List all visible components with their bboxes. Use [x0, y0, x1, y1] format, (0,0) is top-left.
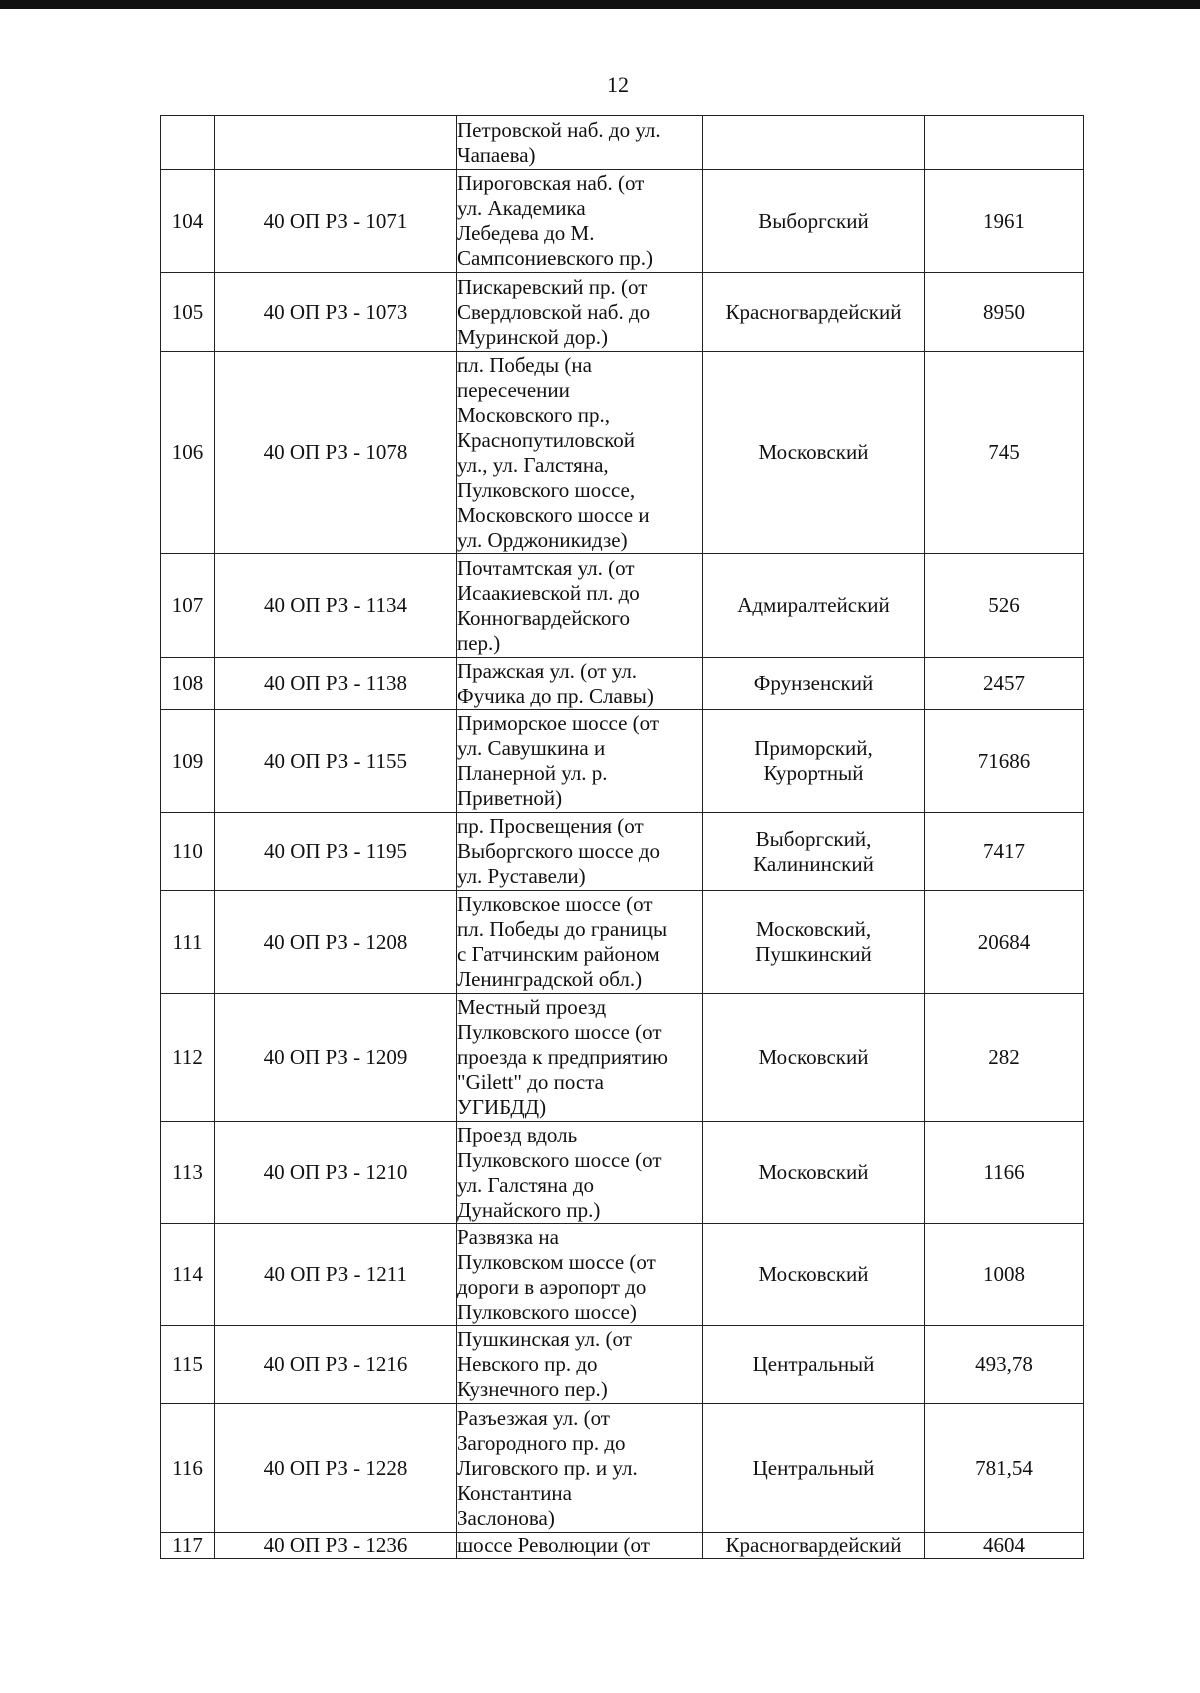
road-name-cell	[457, 352, 703, 554]
length-cell: 7417	[925, 813, 1084, 891]
road-code-cell: 40 ОП РЗ - 1071	[215, 170, 457, 273]
table-row	[161, 813, 1084, 891]
length-cell: 493,78	[925, 1326, 1084, 1404]
district-cell	[703, 710, 925, 813]
road-name-line: Конногвардейского	[457, 605, 631, 630]
road-name-line: Муринской дор.)	[457, 324, 608, 349]
table-row	[161, 273, 1084, 352]
length-cell: 4604	[925, 1533, 1084, 1559]
road-name-line: Заслонова)	[457, 1505, 555, 1530]
district-cell	[703, 273, 925, 352]
district-cell	[703, 352, 925, 554]
row-number-cell: 116	[161, 1404, 215, 1533]
length-cell: 20684	[925, 891, 1084, 994]
table-row	[161, 352, 1084, 554]
road-name-line: Константина	[457, 1480, 572, 1505]
row-number-cell: 106	[161, 352, 215, 554]
row-number-cell: 114	[161, 1224, 215, 1326]
road-name-cell	[457, 273, 703, 352]
road-code-cell: 40 ОП РЗ - 1211	[215, 1224, 457, 1326]
road-name-line: Пулковском шоссе (от	[457, 1249, 656, 1274]
road-name-line: УГИБДД)	[457, 1095, 547, 1119]
road-code-cell: 40 ОП РЗ - 1138	[215, 658, 457, 710]
road-name-line: Загородного пр. до	[457, 1430, 626, 1455]
road-name-line: Приветной)	[457, 786, 563, 810]
road-name-cell	[457, 710, 703, 813]
road-name-line: ул. Руставели)	[457, 864, 586, 888]
road-name-line: ул. Академика	[457, 196, 586, 220]
road-name-line: Чапаева)	[457, 142, 536, 167]
table-row	[161, 1404, 1084, 1533]
road-code-cell: 40 ОП РЗ - 1208	[215, 891, 457, 994]
road-name-line: Проезд вдоль	[457, 1122, 578, 1147]
road-name-line: Фучика до пр. Славы)	[457, 683, 654, 708]
road-name-line: "Gilett" до поста	[457, 1070, 604, 1094]
road-name-line: Дунайского пр.)	[457, 1197, 601, 1222]
road-code-cell	[215, 116, 457, 170]
district-cell	[703, 116, 925, 170]
table-row	[161, 658, 1084, 710]
district-cell	[703, 813, 925, 891]
road-name-line: Петровской наб. до ул.	[457, 117, 661, 142]
road-name-line: дороги в аэропорт до	[457, 1274, 647, 1299]
district-cell	[703, 891, 925, 994]
road-code-cell: 40 ОП РЗ - 1073	[215, 273, 457, 352]
road-name-line: Пискаревский пр. (от	[457, 274, 648, 299]
length-cell: 1961	[925, 170, 1084, 273]
table-row	[161, 554, 1084, 658]
road-name-line: Почтамтская ул. (от	[457, 555, 635, 580]
table-row	[161, 891, 1084, 994]
road-name-line: Лиговского пр. и ул.	[457, 1455, 638, 1480]
road-name-line: пл. Победы до границы	[457, 917, 668, 941]
district-cell	[703, 1326, 925, 1404]
district-line: Московский	[758, 440, 869, 464]
row-number-cell: 111	[161, 891, 215, 994]
district-cell	[703, 1533, 925, 1559]
road-code-cell: 40 ОП РЗ - 1216	[215, 1326, 457, 1404]
road-name-line: Пулковского шоссе,	[457, 477, 636, 502]
row-number-cell: 110	[161, 813, 215, 891]
district-cell	[703, 554, 925, 658]
road-name-line: Ленинградской обл.)	[457, 967, 643, 991]
road-code-cell: 40 ОП РЗ - 1210	[215, 1122, 457, 1224]
road-name-line: Кузнечного пер.)	[457, 1377, 608, 1401]
road-code-cell: 40 ОП РЗ - 1155	[215, 710, 457, 813]
road-name-cell	[457, 813, 703, 891]
district-line: Московский	[758, 1045, 869, 1069]
district-cell	[703, 1224, 925, 1326]
district-line: Центральный	[752, 1352, 875, 1376]
row-number-cell: 112	[161, 994, 215, 1122]
table-row	[161, 170, 1084, 273]
road-name-line: Исаакиевской пл. до	[457, 580, 640, 605]
district-cell	[703, 170, 925, 273]
road-name-line: Лебедева до М.	[457, 221, 595, 245]
row-number-cell: 104	[161, 170, 215, 273]
road-code-cell: 40 ОП РЗ - 1078	[215, 352, 457, 554]
length-cell: 745	[925, 352, 1084, 554]
district-line: Красногвардейский	[725, 1533, 902, 1557]
road-name-line: Приморское шоссе (от	[457, 711, 660, 735]
road-name-line: Выборгского шоссе до	[457, 839, 661, 863]
length-cell: 71686	[925, 710, 1084, 813]
road-name-line: Пражская ул. (от ул.	[457, 658, 638, 683]
road-name-cell	[457, 994, 703, 1122]
length-cell: 2457	[925, 658, 1084, 710]
road-name-line: ул. Орджоникидзе)	[457, 527, 628, 552]
road-name-line: ул. Галстяна до	[457, 1172, 595, 1197]
road-name-line: шоссе Революции (от	[457, 1533, 650, 1557]
district-line: Курортный	[763, 761, 864, 785]
row-number-cell: 109	[161, 710, 215, 813]
road-name-line: Краснопутиловской	[457, 427, 636, 452]
district-line: Московский	[758, 1262, 869, 1286]
district-cell	[703, 1404, 925, 1533]
road-name-line: ул., ул. Галстяна,	[457, 452, 609, 477]
district-line: Калининский	[753, 851, 874, 876]
road-name-cell	[457, 891, 703, 994]
road-name-cell	[457, 116, 703, 170]
district-line: Пушкинский	[755, 942, 872, 966]
road-name-cell	[457, 658, 703, 710]
table-row	[161, 710, 1084, 813]
row-number-cell: 113	[161, 1122, 215, 1224]
road-name-cell	[457, 1404, 703, 1533]
road-name-line: Пулковского шоссе (от	[457, 1020, 662, 1044]
road-name-cell	[457, 1224, 703, 1326]
road-name-cell	[457, 554, 703, 658]
length-cell: 8950	[925, 273, 1084, 352]
road-name-line: Невского пр. до	[457, 1352, 598, 1376]
table-row	[161, 1224, 1084, 1326]
district-line: Выборгский,	[755, 826, 872, 851]
road-name-line: Пулковского шоссе (от	[457, 1147, 662, 1172]
road-name-line: Московского шоссе и	[457, 502, 650, 527]
length-cell	[925, 116, 1084, 170]
length-cell: 1166	[925, 1122, 1084, 1224]
district-line: Фрунзенский	[753, 671, 874, 695]
road-name-line: пересечении	[457, 377, 570, 402]
district-cell	[703, 658, 925, 710]
road-name-cell	[457, 170, 703, 273]
table-row	[161, 1122, 1084, 1224]
road-name-line: Местный проезд	[457, 995, 607, 1019]
road-name-line: Развязка на	[457, 1224, 559, 1249]
road-name-line: Разъезжая ул. (от	[457, 1405, 610, 1430]
road-name-line: пер.)	[457, 630, 501, 655]
table-row	[161, 1533, 1084, 1559]
row-number-cell: 117	[161, 1533, 215, 1559]
road-name-line: проезда к предприятию	[457, 1045, 668, 1069]
road-name-cell	[457, 1326, 703, 1404]
road-name-cell	[457, 1533, 703, 1559]
row-number-cell: 115	[161, 1326, 215, 1404]
row-number-cell: 105	[161, 273, 215, 352]
road-code-cell: 40 ОП РЗ - 1228	[215, 1404, 457, 1533]
table-row	[161, 116, 1084, 170]
length-cell: 781,54	[925, 1404, 1084, 1533]
district-line: Адмиралтейский	[737, 593, 890, 617]
district-line: Приморский,	[754, 736, 873, 760]
roads-table-body	[161, 116, 1084, 1559]
page-top-edge	[0, 0, 1200, 9]
table-row	[161, 994, 1084, 1122]
road-name-line: Пироговская наб. (от	[457, 171, 645, 195]
road-name-line: ул. Савушкина и	[457, 736, 606, 760]
district-line: Московский,	[755, 917, 872, 941]
road-name-line: Пулковского шоссе)	[457, 1299, 637, 1324]
row-number-cell	[161, 116, 215, 170]
road-name-line: Московского пр.,	[457, 402, 610, 427]
district-cell	[703, 994, 925, 1122]
road-name-line: Сампсониевского пр.)	[457, 246, 654, 270]
district-line: Выборгский	[758, 208, 869, 233]
road-code-cell: 40 ОП РЗ - 1195	[215, 813, 457, 891]
road-name-line: Свердловской наб. до	[457, 299, 651, 324]
page-number: 12	[607, 72, 629, 97]
road-name-line: Пулковское шоссе (от	[457, 892, 653, 916]
district-line: Красногвардейский	[725, 299, 902, 324]
road-code-cell: 40 ОП РЗ - 1236	[215, 1533, 457, 1559]
road-code-cell: 40 ОП РЗ - 1134	[215, 554, 457, 658]
road-code-cell: 40 ОП РЗ - 1209	[215, 994, 457, 1122]
length-cell: 282	[925, 994, 1084, 1122]
road-name-line: с Гатчинским районом	[457, 942, 660, 966]
district-line: Центральный	[752, 1455, 875, 1480]
roads-table	[160, 115, 1084, 1559]
length-cell: 1008	[925, 1224, 1084, 1326]
row-number-cell: 108	[161, 658, 215, 710]
district-line: Московский	[758, 1160, 869, 1184]
road-name-line: пл. Победы (на	[457, 352, 592, 377]
road-name-line: Пушкинская ул. (от	[457, 1327, 632, 1351]
table-row	[161, 1326, 1084, 1404]
row-number-cell: 107	[161, 554, 215, 658]
road-name-cell	[457, 1122, 703, 1224]
road-name-line: пр. Просвещения (от	[457, 814, 644, 838]
length-cell: 526	[925, 554, 1084, 658]
district-cell	[703, 1122, 925, 1224]
road-name-line: Планерной ул. р.	[457, 761, 608, 785]
